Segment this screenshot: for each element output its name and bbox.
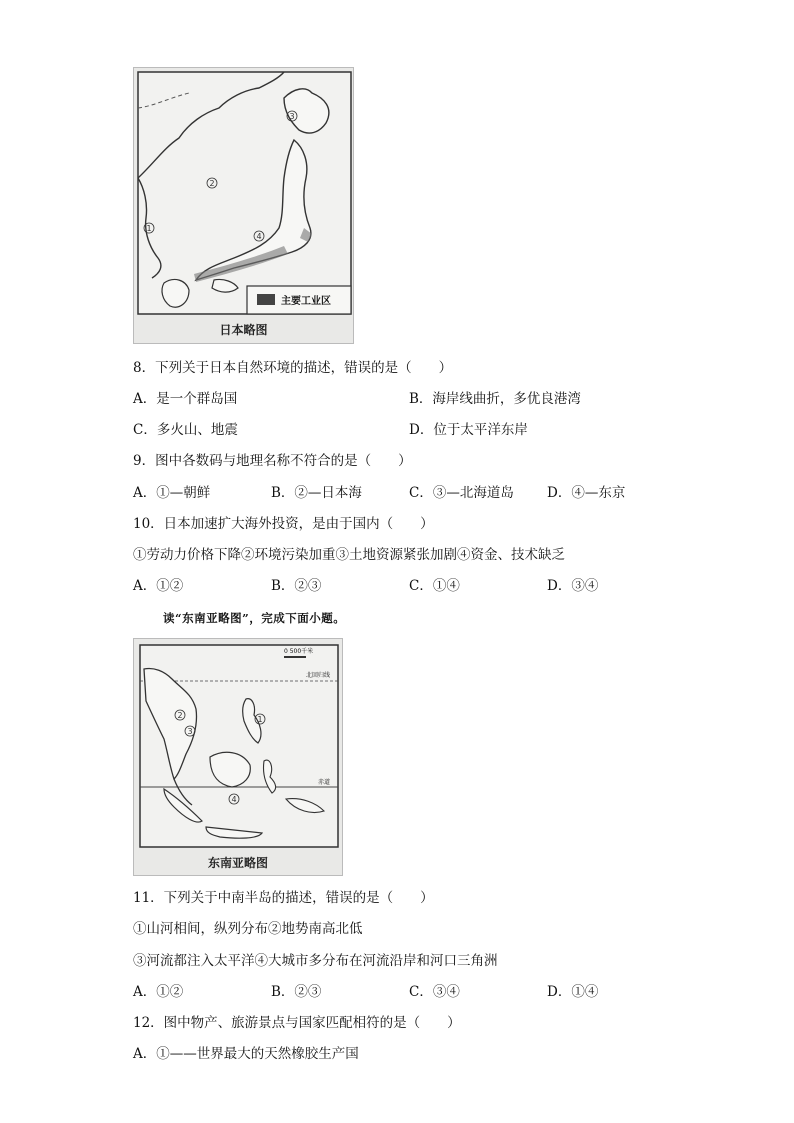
- q10-option-b[interactable]: B．②③: [271, 578, 322, 594]
- sea-scale-label: 0 500千米: [284, 648, 314, 655]
- q11-option-a[interactable]: A．①②: [133, 984, 184, 1000]
- sea-marker-4: 4: [231, 795, 237, 804]
- q11-statement-2: ③河流都注入太平洋④大城市多分布在河流沿岸和河口三角洲: [133, 953, 498, 969]
- japan-marker-2: 2: [209, 179, 215, 188]
- q11-statement-1: ①山河相间，纵列分布②地势南高北低: [133, 921, 363, 937]
- japan-marker-1: 1: [146, 224, 152, 233]
- q8-option-c[interactable]: C．多火山、地震: [133, 422, 238, 438]
- q11-option-c[interactable]: C．③④: [409, 984, 460, 1000]
- japan-map: [133, 67, 354, 344]
- q8-option-a[interactable]: A．是一个群岛国: [133, 391, 238, 407]
- q11-option-d[interactable]: D．①④: [547, 984, 599, 1000]
- sea-map-caption: 东南亚略图: [207, 856, 268, 870]
- japan-map-caption: 日本略图: [219, 323, 268, 337]
- q10-option-c[interactable]: C．①④: [409, 578, 460, 594]
- southeast-asia-map: [133, 638, 343, 876]
- sea-marker-2: 2: [177, 711, 183, 720]
- q11-stem: 11．下列关于中南半岛的描述，错误的是（ ）: [133, 890, 434, 906]
- q8-stem: 8．下列关于日本自然环境的描述，错误的是（ ）: [133, 360, 453, 376]
- sea-equator-label: 赤道: [318, 779, 331, 786]
- q9-option-b[interactable]: B．②—日本海: [271, 485, 362, 501]
- q8-option-b[interactable]: B．海岸线曲折，多优良港湾: [409, 391, 581, 407]
- q9-stem: 9．图中各数码与地理名称不符合的是（ ）: [133, 453, 412, 469]
- q10-stem: 10．日本加速扩大海外投资，是由于国内（ ）: [133, 516, 434, 532]
- q9-option-a[interactable]: A．①—朝鲜: [133, 485, 211, 501]
- q8-option-d[interactable]: D．位于太平洋东岸: [409, 422, 528, 438]
- japan-marker-4: 4: [256, 232, 262, 241]
- q10-option-d[interactable]: D．③④: [547, 578, 599, 594]
- q9-option-c[interactable]: C．③—北海道岛: [409, 485, 514, 501]
- sea-tropic-label: 北回归线: [306, 672, 331, 679]
- q10-statements: ①劳动力价格下降②环境污染加重③土地资源紧张加剧④资金、技术缺乏: [133, 547, 565, 563]
- q12-stem: 12．图中物产、旅游景点与国家匹配相符的是（ ）: [133, 1015, 461, 1031]
- sea-marker-1: 1: [257, 715, 263, 724]
- sea-marker-3: 3: [187, 727, 193, 736]
- q9-option-d[interactable]: D．④—东京: [547, 485, 626, 501]
- japan-legend-label: 主要工业区: [281, 296, 331, 307]
- q10-option-a[interactable]: A．①②: [133, 578, 184, 594]
- section-intro: 读“东南亚略图”，完成下面小题。: [163, 611, 346, 625]
- q11-option-b[interactable]: B．②③: [271, 984, 322, 1000]
- q12-option-a[interactable]: A．①——世界最大的天然橡胶生产国: [133, 1046, 359, 1062]
- japan-marker-3: 3: [289, 112, 295, 121]
